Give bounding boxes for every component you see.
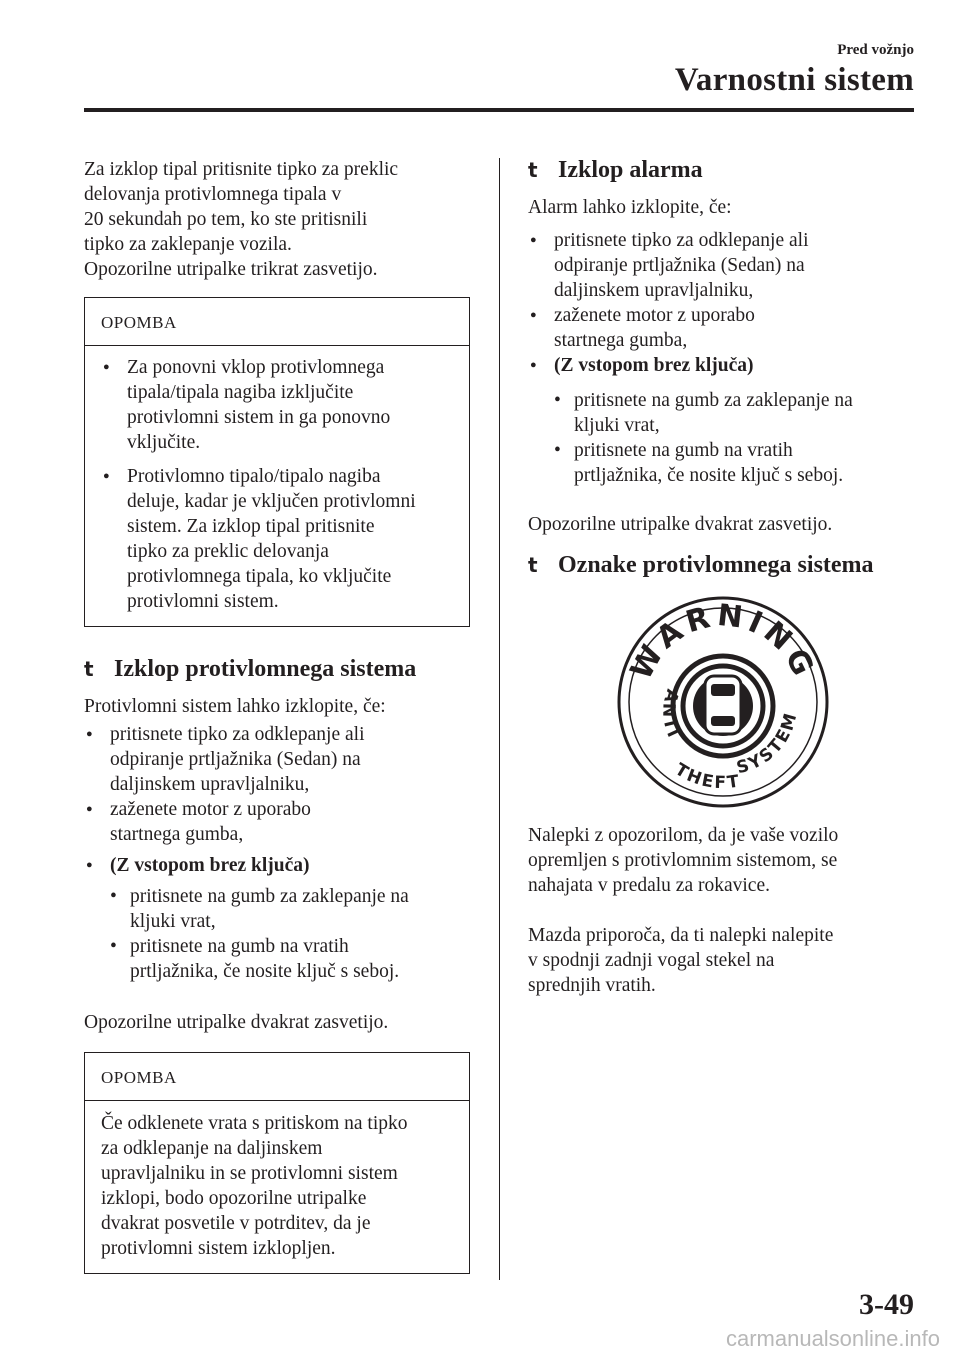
section-lead: Protivlomni sistem lahko izklopite, če: — [84, 696, 386, 717]
note-item: ● Protivlomno tipalo/tipalo nagiba deluje, kadar je vključen protivlomni sistem. Za izklop tipal pritisnite tipko za preklic delovanja protivlomnega tipala, ko vključite protivlomni sistem. — [101, 464, 455, 614]
note-heading: OPOMBA — [85, 298, 469, 346]
section-lead: Alarm lahko izklopite, če: — [528, 197, 732, 218]
list-item: ● (Z vstopom brez ključa) — [84, 853, 470, 878]
intro-paragraph: Za izklop tipal pritisnite tipko za preklic delovanja protivlomnega tipala v 20 sekundah po tem, ko ste pritisnili tipko za zaklepanje vozila. Opozorilne utripalke trikrat zasvetijo. — [84, 159, 399, 280]
list-item: ● (Z vstopom brez ključa) — [528, 353, 918, 378]
sub-list-item: • pritisnete na gumb na vratih prtljažnika, če nosite ključ s seboj. — [528, 438, 918, 488]
chapter-label: Pred vožnjo — [837, 42, 914, 58]
header-rule — [84, 108, 914, 112]
sub-list-item: • pritisnete na gumb na vratih prtljažnika, če nosite ključ s seboj. — [84, 934, 470, 984]
list-item: ● pritisnete tipko za odklepanje ali odpiranje prtljažnika (Sedan) na daljinskem upravljalniku, — [84, 722, 470, 797]
list-item: ● zaženete motor z uporabo startnega gumba, — [84, 797, 470, 847]
watermark: carmanualsonline.info — [725, 1326, 940, 1351]
section-marker-icon: t — [84, 657, 94, 681]
list-item: ● zaženete motor z uporabo startnega gumba, — [528, 303, 918, 353]
sticker-paragraph: Nalepki z opozorilom, da je vaše vozilo opremljen s protivlomnim sistemom, se nahajata v predalu za rokavice. — [528, 825, 839, 896]
note-heading: OPOMBA — [85, 1053, 469, 1101]
sub-list-item: • pritisnete na gumb za zaklepanje na kljuki vrat, — [528, 388, 918, 438]
section-marker-icon: t — [528, 158, 538, 182]
section-heading: t Izklop protivlomnega sistema — [84, 656, 417, 682]
page-number: 3-49 — [859, 1288, 914, 1321]
car-icon — [701, 676, 745, 734]
section-closing: Opozorilne utripalke dvakrat zasvetijo. — [528, 514, 833, 535]
sticker-word-warning: WARNING — [623, 597, 823, 686]
note-box-2 — [84, 1052, 470, 1274]
sub-list-item: • pritisnete na gumb za zaklepanje na kljuki vrat, — [84, 884, 470, 934]
section-heading: t Oznake protivlomnega sistema — [528, 552, 874, 578]
right-column — [528, 157, 918, 998]
note-item: ● Za ponovni vklop protivlomnega tipala/tipala nagiba izključite protivlomni sistem in ga ponovno vključite. — [101, 355, 455, 455]
placement-paragraph: Mazda priporoča, da ti nalepki nalepite v spodnji zadnji vogal stekel na sprednjih vratih. — [528, 925, 834, 996]
note-text: Če odklenete vrata s pritiskom na tipko za odklepanje na daljinskem upravljalniku in se protivlomni sistem izklopi, bodo opozorilne utripalke dvakrat posvetile v potrditev, da je protivlomni sistem izklopljen. — [101, 1113, 408, 1259]
sticker-word-anti: ANTI — [658, 686, 684, 743]
section-marker-icon: t — [528, 553, 538, 577]
list-item: ● pritisnete tipko za odklepanje ali odpiranje prtljažnika (Sedan) na daljinskem upravljalniku, — [528, 228, 918, 303]
anti-theft-warning-sticker — [613, 592, 833, 812]
page-title: Varnostni sistem — [674, 62, 914, 98]
section-heading: t Izklop alarma — [528, 157, 703, 183]
left-column — [84, 157, 470, 1274]
sticker-word-theft: THEFT — [671, 759, 743, 794]
sticker-word-system: SYSTEM — [734, 709, 802, 779]
column-divider — [499, 158, 500, 1280]
note-box-1 — [84, 297, 470, 627]
section-closing: Opozorilne utripalke dvakrat zasvetijo. — [84, 1012, 389, 1033]
